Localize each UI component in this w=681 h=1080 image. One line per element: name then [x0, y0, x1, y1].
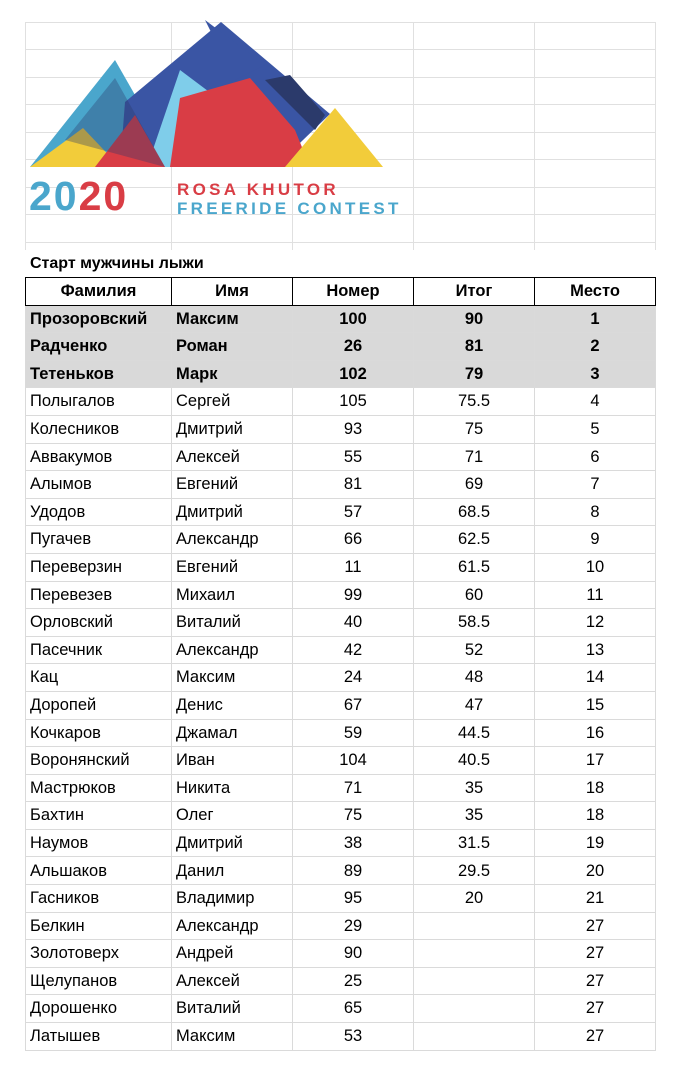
cell-surname[interactable]: Перевезев [26, 581, 172, 609]
cell-total[interactable]: 58.5 [414, 609, 535, 637]
cell-name[interactable]: Роман [172, 333, 293, 361]
cell-number[interactable]: 24 [293, 664, 414, 692]
cell-name[interactable]: Максим [172, 305, 293, 333]
cell-name[interactable]: Максим [172, 664, 293, 692]
cell-name[interactable]: Александр [172, 526, 293, 554]
cell-number[interactable]: 90 [293, 940, 414, 968]
table-row [26, 829, 656, 857]
cell-number[interactable]: 71 [293, 774, 414, 802]
table-row [26, 415, 656, 443]
cell-total[interactable] [414, 1023, 535, 1051]
cell-surname[interactable]: Латышев [26, 1023, 172, 1051]
cell-place[interactable]: 9 [535, 526, 656, 554]
cell-place[interactable]: 4 [535, 388, 656, 416]
cell-total[interactable] [414, 912, 535, 940]
cell-number[interactable]: 93 [293, 415, 414, 443]
cell-surname[interactable]: Радченко [26, 333, 172, 361]
cell-total[interactable]: 75.5 [414, 388, 535, 416]
cell-number[interactable]: 89 [293, 857, 414, 885]
table-row [26, 609, 656, 637]
cell-surname[interactable]: Дорошенко [26, 995, 172, 1023]
logo-year: 2020 [29, 173, 129, 219]
cell-name[interactable]: Сергей [172, 388, 293, 416]
column-header-name[interactable]: Имя [172, 278, 293, 306]
cell-total[interactable]: 90 [414, 305, 535, 333]
cell-total[interactable]: 62.5 [414, 526, 535, 554]
cell-surname[interactable]: Орловский [26, 609, 172, 637]
cell-total[interactable]: 69 [414, 471, 535, 499]
cell-surname[interactable]: Щелупанов [26, 967, 172, 995]
cell-surname[interactable]: Тетеньков [26, 360, 172, 388]
cell-place[interactable]: 18 [535, 802, 656, 830]
cell-surname[interactable]: Альшаков [26, 857, 172, 885]
cell-name[interactable]: Владимир [172, 885, 293, 913]
table-row [26, 802, 656, 830]
cell-total[interactable]: 40.5 [414, 747, 535, 775]
table-row [26, 388, 656, 416]
cell-total[interactable]: 35 [414, 774, 535, 802]
cell-place[interactable]: 5 [535, 415, 656, 443]
contest-logo [25, 20, 402, 225]
cell-place[interactable]: 12 [535, 609, 656, 637]
cell-total[interactable]: 60 [414, 581, 535, 609]
logo-title-line1: ROSA KHUTOR [177, 180, 339, 199]
logo-title-line2: FREERIDE CONTEST [177, 199, 402, 218]
cell-number[interactable]: 59 [293, 719, 414, 747]
cell-place[interactable]: 11 [535, 581, 656, 609]
table-row [26, 691, 656, 719]
table-row [26, 498, 656, 526]
cell-place[interactable]: 27 [535, 940, 656, 968]
cell-surname[interactable]: Полыгалов [26, 388, 172, 416]
cell-number[interactable]: 65 [293, 995, 414, 1023]
cell-total[interactable] [414, 940, 535, 968]
cell-total[interactable]: 52 [414, 636, 535, 664]
table-row [26, 885, 656, 913]
cell-name[interactable]: Дмитрий [172, 415, 293, 443]
cell-name[interactable]: Виталий [172, 995, 293, 1023]
cell-place[interactable]: 16 [535, 719, 656, 747]
cell-surname[interactable]: Удодов [26, 498, 172, 526]
table-row [26, 360, 656, 388]
column-header-number[interactable]: Номер [293, 278, 414, 306]
cell-place[interactable]: 13 [535, 636, 656, 664]
cell-total[interactable]: 44.5 [414, 719, 535, 747]
cell-number[interactable]: 105 [293, 388, 414, 416]
cell-name[interactable]: Александр [172, 636, 293, 664]
results-body [26, 305, 656, 1050]
cell-number[interactable]: 67 [293, 691, 414, 719]
cell-place[interactable]: 15 [535, 691, 656, 719]
section-title: Старт мужчины лыжи [30, 255, 204, 272]
cell-name[interactable]: Марк [172, 360, 293, 388]
cell-name[interactable]: Иван [172, 747, 293, 775]
cell-place[interactable]: 7 [535, 471, 656, 499]
cell-place[interactable]: 8 [535, 498, 656, 526]
table-row [26, 664, 656, 692]
cell-name[interactable]: Максим [172, 1023, 293, 1051]
cell-surname[interactable]: Наумов [26, 829, 172, 857]
column-header-total[interactable]: Итог [414, 278, 535, 306]
table-row [26, 333, 656, 361]
cell-name[interactable]: Михаил [172, 581, 293, 609]
table-row [26, 719, 656, 747]
header-row [26, 278, 656, 306]
cell-name[interactable]: Никита [172, 774, 293, 802]
cell-name[interactable]: Олег [172, 802, 293, 830]
cell-name[interactable]: Дмитрий [172, 829, 293, 857]
cell-place[interactable]: 3 [535, 360, 656, 388]
cell-number[interactable]: 75 [293, 802, 414, 830]
table-row [26, 581, 656, 609]
cell-place[interactable]: 1 [535, 305, 656, 333]
table-row [26, 1023, 656, 1051]
cell-place[interactable]: 21 [535, 885, 656, 913]
cell-place[interactable]: 27 [535, 1023, 656, 1051]
cell-total[interactable]: 31.5 [414, 829, 535, 857]
cell-surname[interactable]: Мастрюков [26, 774, 172, 802]
cell-number[interactable]: 42 [293, 636, 414, 664]
column-header-surname[interactable]: Фамилия [26, 278, 172, 306]
cell-surname[interactable]: Аввакумов [26, 443, 172, 471]
cell-place[interactable]: 6 [535, 443, 656, 471]
cell-total[interactable]: 61.5 [414, 553, 535, 581]
cell-number[interactable]: 99 [293, 581, 414, 609]
cell-total[interactable]: 71 [414, 443, 535, 471]
cell-surname[interactable]: Колесников [26, 415, 172, 443]
cell-name[interactable]: Александр [172, 912, 293, 940]
cell-surname[interactable]: Белкин [26, 912, 172, 940]
cell-name[interactable]: Алексей [172, 967, 293, 995]
table-row [26, 526, 656, 554]
cell-place[interactable]: 27 [535, 995, 656, 1023]
cell-number[interactable]: 25 [293, 967, 414, 995]
cell-total[interactable]: 20 [414, 885, 535, 913]
cell-name[interactable]: Алексей [172, 443, 293, 471]
cell-place[interactable]: 18 [535, 774, 656, 802]
cell-name[interactable]: Дмитрий [172, 498, 293, 526]
table-row [26, 553, 656, 581]
table-row [26, 774, 656, 802]
cell-number[interactable]: 53 [293, 1023, 414, 1051]
cell-total[interactable] [414, 967, 535, 995]
table-row [26, 636, 656, 664]
cell-name[interactable]: Джамал [172, 719, 293, 747]
cell-total[interactable]: 47 [414, 691, 535, 719]
cell-surname[interactable]: Пугачев [26, 526, 172, 554]
cell-surname[interactable]: Кац [26, 664, 172, 692]
cell-surname[interactable]: Доропей [26, 691, 172, 719]
cell-number[interactable]: 100 [293, 305, 414, 333]
cell-number[interactable]: 102 [293, 360, 414, 388]
table-row [26, 747, 656, 775]
cell-place[interactable]: 10 [535, 553, 656, 581]
cell-number[interactable]: 40 [293, 609, 414, 637]
table-row [26, 940, 656, 968]
cell-surname[interactable]: Пасечник [26, 636, 172, 664]
cell-place[interactable]: 14 [535, 664, 656, 692]
cell-total[interactable]: 81 [414, 333, 535, 361]
cell-surname[interactable]: Кочкаров [26, 719, 172, 747]
cell-surname[interactable]: Воронянский [26, 747, 172, 775]
cell-total[interactable]: 75 [414, 415, 535, 443]
table-row [26, 857, 656, 885]
cell-name[interactable]: Евгений [172, 471, 293, 499]
cell-place[interactable]: 27 [535, 967, 656, 995]
cell-surname[interactable]: Бахтин [26, 802, 172, 830]
cell-number[interactable]: 57 [293, 498, 414, 526]
column-header-place[interactable]: Место [535, 278, 656, 306]
cell-total[interactable]: 48 [414, 664, 535, 692]
cell-number[interactable]: 38 [293, 829, 414, 857]
cell-number[interactable]: 104 [293, 747, 414, 775]
cell-name[interactable]: Виталий [172, 609, 293, 637]
cell-total[interactable]: 68.5 [414, 498, 535, 526]
cell-name[interactable]: Данил [172, 857, 293, 885]
cell-number[interactable]: 95 [293, 885, 414, 913]
cell-total[interactable] [414, 995, 535, 1023]
cell-place[interactable]: 2 [535, 333, 656, 361]
cell-place[interactable]: 19 [535, 829, 656, 857]
results-table [25, 277, 656, 1051]
mountains-graphic [25, 20, 395, 170]
cell-total[interactable]: 79 [414, 360, 535, 388]
cell-number[interactable]: 26 [293, 333, 414, 361]
cell-number[interactable]: 29 [293, 912, 414, 940]
cell-total[interactable]: 29.5 [414, 857, 535, 885]
table-row [26, 967, 656, 995]
cell-name[interactable]: Евгений [172, 553, 293, 581]
table-row [26, 471, 656, 499]
cell-surname[interactable]: Алымов [26, 471, 172, 499]
cell-place[interactable]: 17 [535, 747, 656, 775]
table-row [26, 995, 656, 1023]
cell-surname[interactable]: Гасников [26, 885, 172, 913]
cell-total[interactable]: 35 [414, 802, 535, 830]
cell-number[interactable]: 81 [293, 471, 414, 499]
table-row [26, 912, 656, 940]
table-row [26, 443, 656, 471]
cell-place[interactable]: 20 [535, 857, 656, 885]
cell-place[interactable]: 27 [535, 912, 656, 940]
cell-number[interactable]: 11 [293, 553, 414, 581]
cell-surname[interactable]: Прозоровский [26, 305, 172, 333]
cell-number[interactable]: 55 [293, 443, 414, 471]
cell-number[interactable]: 66 [293, 526, 414, 554]
cell-surname[interactable]: Золотоверх [26, 940, 172, 968]
cell-surname[interactable]: Переверзин [26, 553, 172, 581]
cell-name[interactable]: Андрей [172, 940, 293, 968]
cell-name[interactable]: Денис [172, 691, 293, 719]
table-row [26, 305, 656, 333]
